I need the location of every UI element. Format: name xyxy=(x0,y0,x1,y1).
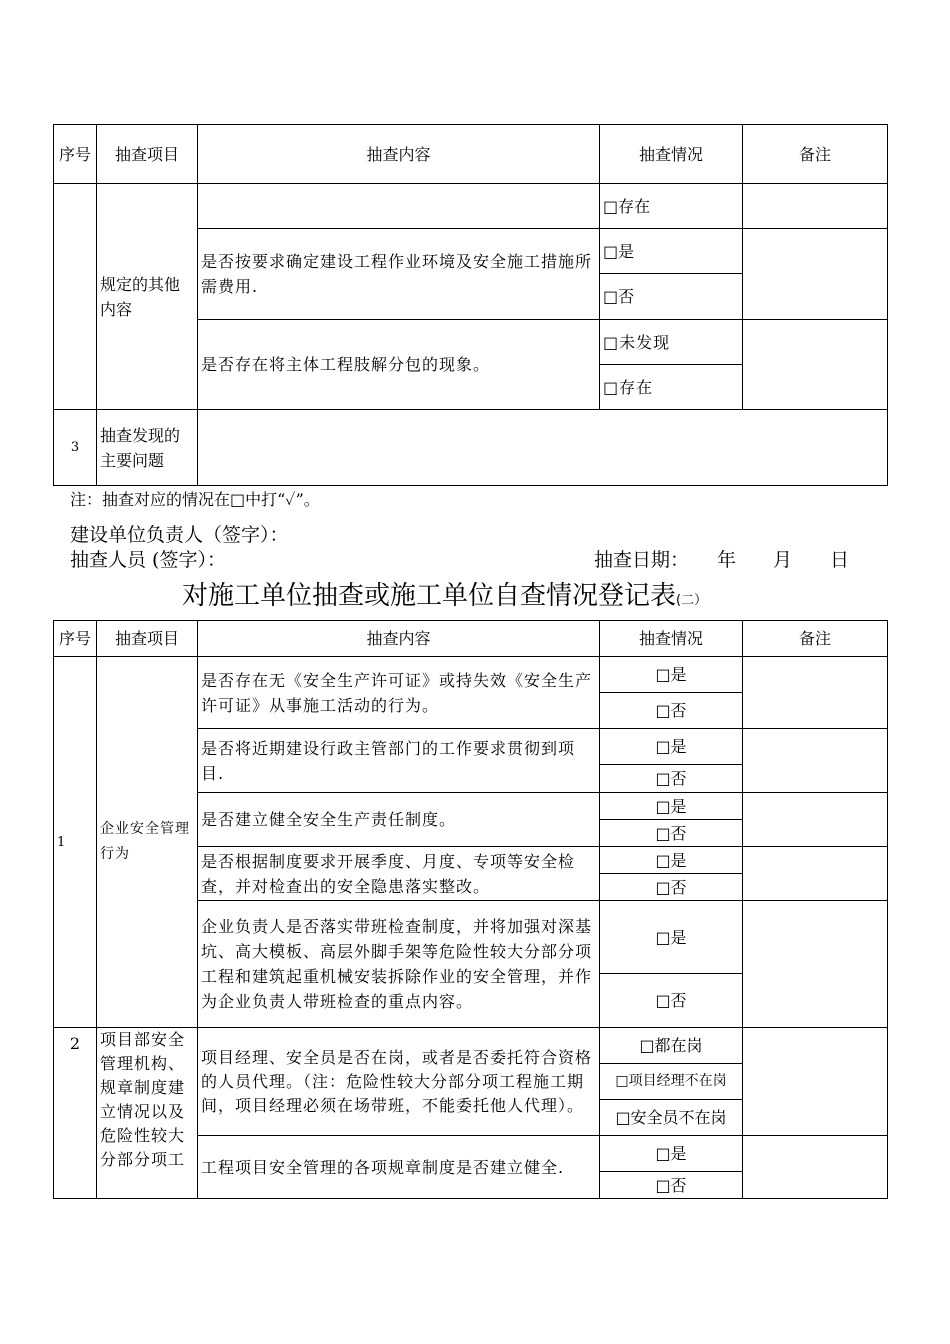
remark-cell[interactable] xyxy=(743,901,888,1028)
header-remark: 备注 xyxy=(743,621,888,657)
option-yes[interactable]: □是 xyxy=(600,793,743,820)
option-not-found[interactable]: □未发现 xyxy=(600,320,743,365)
option-yes[interactable]: □是 xyxy=(600,1136,743,1172)
form-title-main: 对施工单位抽查或施工单位自查情况登记表 xyxy=(182,581,677,611)
item-project-safety-organization: 项目部安全管理机构、规章制度建立情况以及危险性较大分部分项工 xyxy=(97,1028,198,1199)
inspection-table-2 xyxy=(53,620,888,1199)
option-all-on-duty[interactable]: □都在岗 xyxy=(600,1028,743,1064)
option-no[interactable]: □否 xyxy=(600,820,743,847)
form-title xyxy=(182,578,707,619)
option-yes[interactable]: □是 xyxy=(600,657,743,693)
question-leader-on-duty: 企业负责人是否落实带班检查制度，并将加强对深基坑、高大模板、高层外脚手架等危险性较大分部分项工程和建筑起重机械安装拆除作业的安全管理，并作为企业负责人带班检查的重点内容。 xyxy=(198,901,600,1028)
option-no[interactable]: □否 xyxy=(600,1172,743,1199)
seq-3: 3 xyxy=(54,410,97,486)
option-no[interactable]: □否 xyxy=(600,693,743,729)
date-year: 年 xyxy=(717,549,737,571)
header-item: 抽查项目 xyxy=(97,125,198,184)
date-month: 月 xyxy=(773,549,793,571)
option-exist[interactable]: □存在 xyxy=(600,184,743,229)
header-status: 抽查情况 xyxy=(600,621,743,657)
option-manager-absent[interactable]: □项目经理不在岗 xyxy=(600,1064,743,1100)
item-enterprise-safety-management: 企业安全管理行为 xyxy=(97,657,198,1028)
option-yes[interactable]: □是 xyxy=(600,901,743,974)
question-implement-requirements: 是否将近期建设行政主管部门的工作要求贯彻到项目. xyxy=(198,729,600,793)
check-note: 注：抽查对应的情况在□中打“✓”。 xyxy=(70,490,320,509)
option-no[interactable]: □否 xyxy=(600,765,743,793)
remark-cell[interactable] xyxy=(743,1028,888,1136)
header-item: 抽查项目 xyxy=(97,621,198,657)
question-safety-costs: 是否按要求确定建设工程作业环境及安全施工措施所需费用. xyxy=(198,229,600,320)
question-manager-on-site: 项目经理、安全员是否在岗，或者是否委托符合资格的人员代理。（注：危险性较大分部分项工程施工期间，项目经理必须在场带班，不能委托他人代理）。 xyxy=(198,1028,600,1136)
option-no[interactable]: □否 xyxy=(600,974,743,1028)
question-dismembered-subcontract: 是否存在将主体工程肢解分包的现象。 xyxy=(198,320,600,410)
header-seq: 序号 xyxy=(54,125,97,184)
item-main-problems: 抽查发现的主要问题 xyxy=(97,410,198,486)
remark-cell[interactable] xyxy=(743,657,888,729)
inspector-signature-label: 抽查人员 (签字）： xyxy=(70,549,226,571)
builder-signature-label: 建设单位负责人（签字）： xyxy=(70,524,289,546)
seq-cell-empty xyxy=(54,184,97,410)
seq-1: 1 xyxy=(54,657,97,1028)
remark-cell[interactable] xyxy=(743,793,888,847)
header-content: 抽查内容 xyxy=(198,621,600,657)
question-rules-complete: 工程项目安全管理的各项规章制度是否建立健全. xyxy=(198,1136,600,1199)
option-yes[interactable]: □是 xyxy=(600,229,743,274)
option-safety-officer-absent[interactable]: □安全员不在岗 xyxy=(600,1100,743,1136)
remark-cell[interactable] xyxy=(743,229,888,320)
option-no[interactable]: □否 xyxy=(600,874,743,901)
form-title-suffix: (二） xyxy=(676,593,708,608)
main-problems-field[interactable] xyxy=(198,410,888,486)
inspection-table-continued xyxy=(53,124,888,486)
question-safety-inspection: 是否根据制度要求开展季度、月度、专项等安全检查，并对检查出的安全隐患落实整改。 xyxy=(198,847,600,901)
question-responsibility-system: 是否建立健全安全生产责任制度。 xyxy=(198,793,600,847)
remark-cell[interactable] xyxy=(743,1136,888,1199)
remark-cell[interactable] xyxy=(743,184,888,229)
option-exist[interactable]: □存在 xyxy=(600,365,743,410)
question-safety-license: 是否存在无《安全生产许可证》或持失效《安全生产许可证》从事施工活动的行为。 xyxy=(198,657,600,729)
date-label: 抽查日期： xyxy=(594,549,690,571)
option-yes[interactable]: □是 xyxy=(600,847,743,874)
header-content: 抽查内容 xyxy=(198,125,600,184)
remark-cell[interactable] xyxy=(743,847,888,901)
date-day: 日 xyxy=(830,549,850,571)
option-yes[interactable]: □是 xyxy=(600,729,743,765)
header-remark: 备注 xyxy=(743,125,888,184)
header-status: 抽查情况 xyxy=(600,125,743,184)
item-other-provisions: 规定的其他内容 xyxy=(97,184,198,410)
remark-cell[interactable] xyxy=(743,320,888,410)
header-seq: 序号 xyxy=(54,621,97,657)
option-no[interactable]: □否 xyxy=(600,274,743,320)
seq-2: 2 xyxy=(54,1028,97,1199)
content-cell-empty xyxy=(198,184,600,229)
remark-cell[interactable] xyxy=(743,729,888,793)
